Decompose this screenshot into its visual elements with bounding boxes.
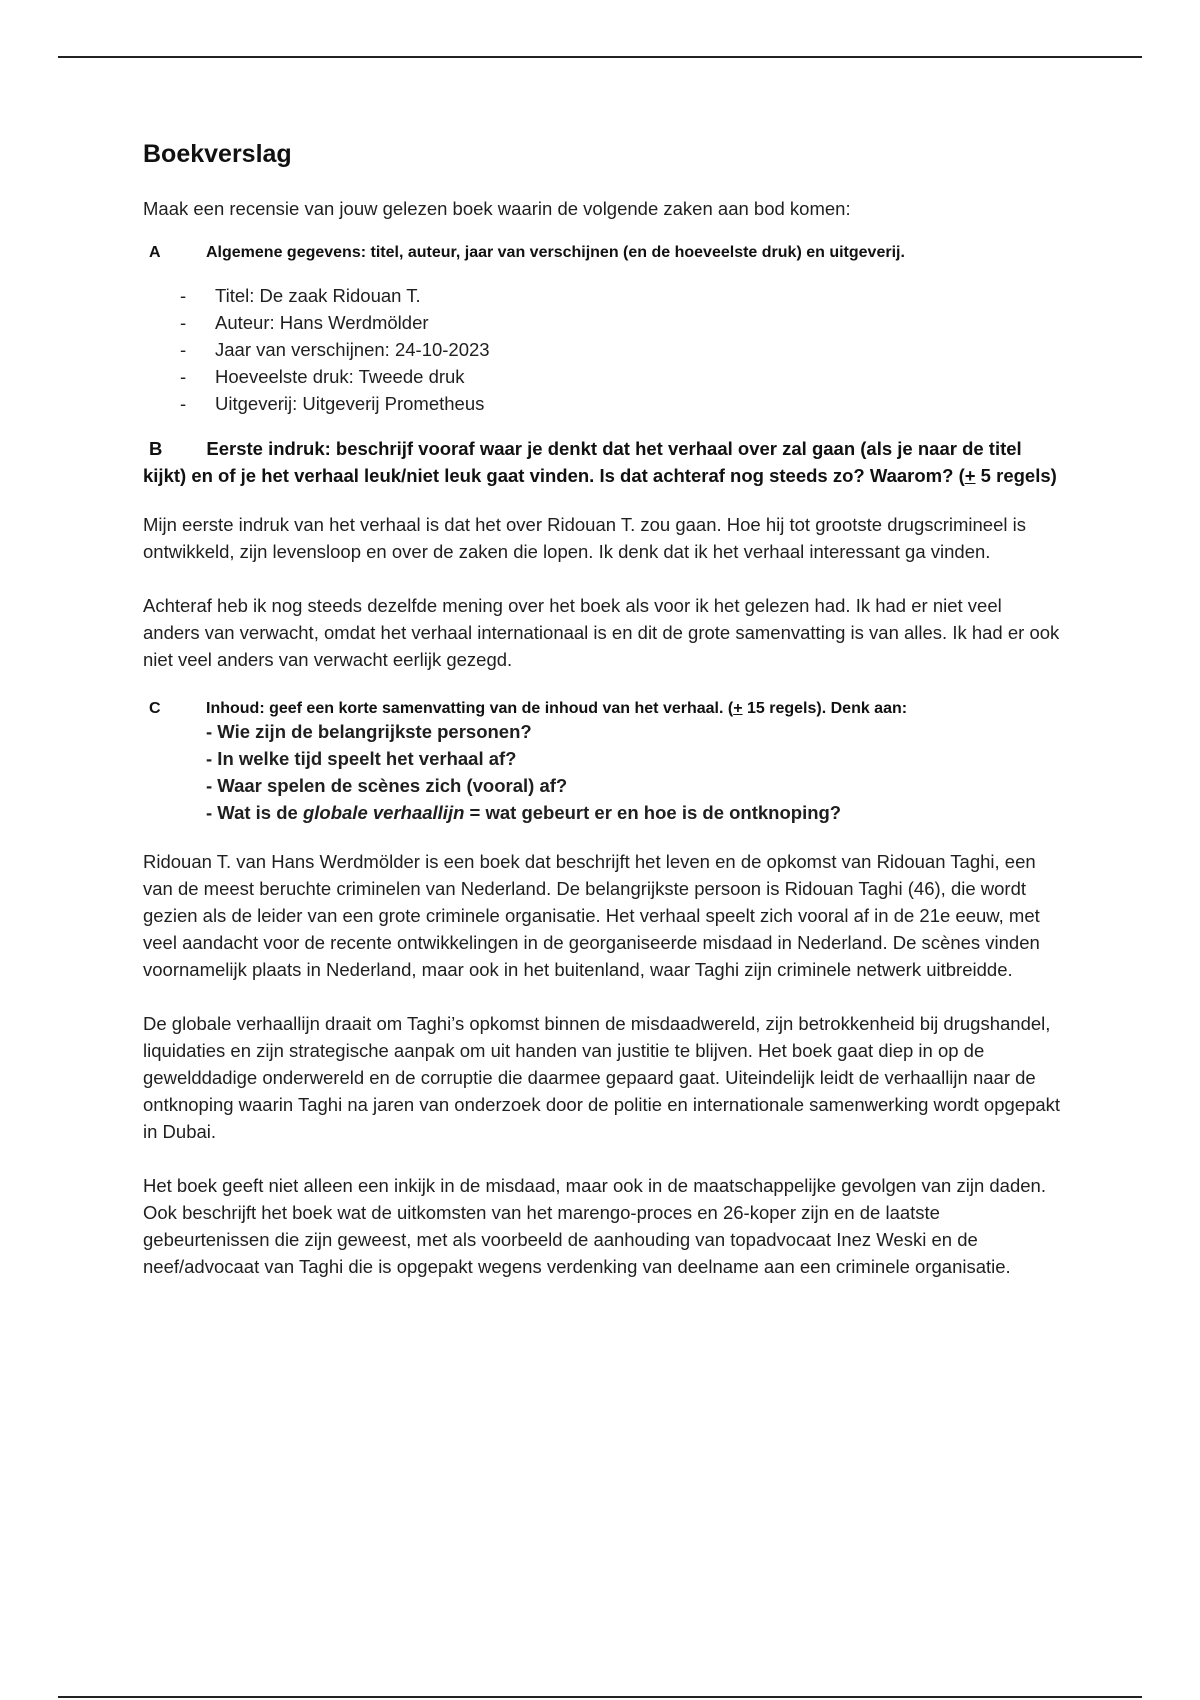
intro-text: Maak een recensie van jouw gelezen boek waarin de volgende zaken aan bod komen:	[143, 198, 851, 219]
section-a-question-text: Algemene gegevens: titel, auteur, jaar van verschijnen (en de hoeveelste druk) en uitgeverij.	[206, 244, 905, 261]
section-a-question	[143, 244, 1063, 262]
list-item: - Jaar van verschijnen: 24-10-2023	[180, 339, 490, 360]
list-item: - Wat is de globale verhaallijn = wat gebeurt er en hoe is de ontknoping?	[206, 802, 842, 823]
list-item: - Auteur: Hans Werdmölder	[180, 312, 429, 333]
list-item: - Uitgeverij: Uitgeverij Prometheus	[180, 393, 485, 414]
section-c-answer-3: Het boek geeft niet alleen een inkijk in de misdaad, maar ook in de maatschappelijke gevolgen van zijn daden. Ook beschrijft het boek wat de uitkomsten van het marengo-proces en 26-koper zijn en de laatste gebeurtenissen die zijn geweest, met als voorbeeld de aanhouding van topadvocaat Inez Weski en de neef/advocaat van Taghi die is opgepakt wegens verdenking van deelname aan een criminele organisatie.	[143, 1175, 1046, 1277]
header-rule	[58, 56, 1142, 58]
section-c-letter: C	[149, 700, 161, 717]
section-b-answer-1: Mijn eerste indruk van het verhaal is dat het over Ridouan T. zou gaan. Hoe hij tot grootste drugscrimineel is ontwikkeld, zijn levensloop en over de zaken die lopen. Ik denk dat ik het verhaal interessant ga vinden.	[143, 514, 1026, 562]
list-item: - Hoeveelste druk: Tweede druk	[180, 366, 465, 387]
section-b-question: B Eerste indruk: beschrijf vooraf waar je denkt dat het verhaal over zal gaan (als je naar de titel kijkt) en of je het verhaal leuk/niet leuk gaat vinden. Is dat achteraf nog steeds zo? Waarom? (+ 5 regels)	[143, 435, 1063, 489]
document-title: Boekverslag	[143, 140, 292, 168]
footer-rule	[58, 1696, 1142, 1698]
document-body	[143, 140, 1063, 1307]
section-a-letter: A	[149, 244, 161, 261]
list-item: - In welke tijd speelt het verhaal af?	[206, 748, 517, 769]
list-item: - Waar spelen de scènes zich (vooral) af?	[206, 775, 568, 796]
section-c-answer-1: Ridouan T. van Hans Werdmölder is een boek dat beschrijft het leven en de opkomst van Ridouan Taghi, een van de meest beruchte criminelen van Nederland. De belangrijkste persoon is Ridouan Taghi (46), die wordt gezien als de leider van een grote criminele organisatie. Het verhaal speelt zich vooral af in de 21e eeuw, met veel aandacht voor de recente ontwikkelingen in de georganiseerde misdaad in Nederland. De scènes vinden voornamelijk plaats in Nederland, maar ook in het buitenland, waar Taghi zijn criminele netwerk uitbreidde.	[143, 851, 1040, 980]
book-facts-list	[143, 282, 1063, 417]
section-c-question: C Inhoud: geef een korte samenvatting van de inhoud van het verhaal. (+ 15 regels). Denk aan: - Wie zijn de belangrijkste personen? - In welke tijd speelt het verhaal af? - Waar spelen de scènes zich (vooral) af? - Wat is de globale verhaallijn = wat gebeurt er en hoe is de ontknoping?	[143, 700, 1063, 826]
list-item: - Wie zijn de belangrijkste personen?	[206, 721, 532, 742]
section-c-answer-2: De globale verhaallijn draait om Taghi’s opkomst binnen de misdaadwereld, zijn betrokkenheid bij drugshandel, liquidaties en zijn strategische aanpak om uit handen van justitie te blijven. Het boek gaat diep in op de gewelddadige onderwereld en de corruptie die daarmee gepaard gaat. Uiteindelijk leidt de verhaallijn naar de ontknoping waarin Taghi na jaren van onderzoek door de politie en internationale samenwerking wordt opgepakt in Dubai.	[143, 1013, 1061, 1142]
section-c-prompts	[143, 718, 1063, 826]
section-b-answer-2: Achteraf heb ik nog steeds dezelfde mening over het boek als voor ik het gelezen had. Ik had er niet veel anders van verwacht, omdat het verhaal internationaal is en dit de grote samenvatting is van alles. Ik had er ook niet veel anders van verwacht eerlijk gezegd.	[143, 595, 1060, 670]
list-item: - Titel: De zaak Ridouan T.	[180, 285, 421, 306]
section-b-letter: B	[149, 438, 163, 459]
